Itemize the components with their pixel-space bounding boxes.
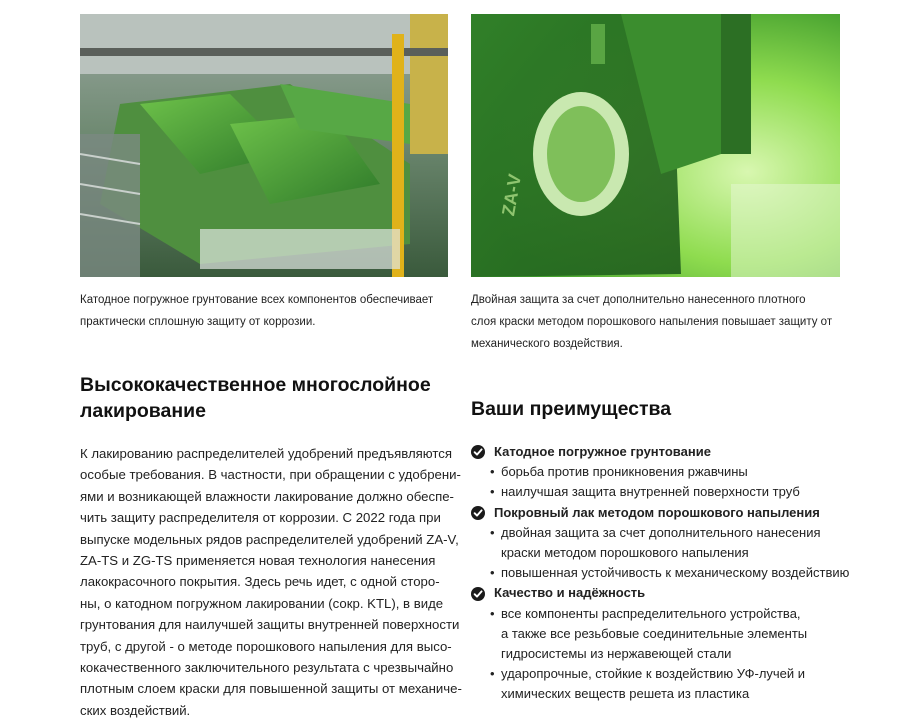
- benefit-item: [471, 482, 871, 502]
- body-line: лакокрасочного покрытия. Здесь речь идет, с одной сторо-: [80, 574, 440, 590]
- benefit-group-quality: [471, 583, 871, 704]
- benefit-item-line: краски методом порошкового напыления: [501, 545, 749, 561]
- bullet-symbol: •: [490, 524, 495, 540]
- body-line: выпуске модельных рядов распределителей удобрений ZA-V,: [80, 531, 459, 547]
- benefit-item-line: борьба против проникновения ржавчины: [501, 464, 748, 480]
- benefit-item-line: гидросистемы из нержавеющей стали: [501, 646, 732, 662]
- bullet-symbol: •: [490, 666, 495, 682]
- section-heading-benefits: Ваши преимущества: [471, 398, 672, 420]
- part-lettering: ZA-V: [498, 172, 526, 218]
- body-line: труб, с другой - о методе порошкового напыления для высо-: [80, 638, 452, 654]
- benefit-title-text: Покровный лак методом порошкового напыления: [494, 504, 820, 520]
- benefit-item-line: двойная защита за счет дополнительного нанесения: [501, 524, 821, 540]
- body-line: плотным слоем краски для повышенной защиты от механиче-: [80, 681, 462, 697]
- body-line: ны, о катодном погружном лакировании (сокр. KTL), в виде: [80, 595, 444, 611]
- body-line: К лакированию распределителей удобрений предъявляются: [80, 446, 453, 461]
- benefit-item-line: все компоненты распределительного устройства,: [501, 605, 801, 621]
- body-line: чить защиту распределителя от коррозии. С 2022 года при: [80, 510, 441, 526]
- benefit-item: [471, 462, 871, 482]
- benefit-item: [471, 523, 871, 563]
- benefit-title-text: Катодное погружное грунтование: [494, 444, 711, 459]
- heading-line: лакирование: [80, 400, 206, 422]
- benefit-item: [471, 563, 871, 583]
- lacquering-body-text: [80, 443, 462, 721]
- bullet-symbol: •: [490, 484, 495, 500]
- benefit-title: [471, 442, 871, 462]
- powder-coating-image: [471, 14, 840, 277]
- caption-line: Двойная защита за счет дополнительно нанесенного плотного: [471, 294, 806, 306]
- bullet-symbol: •: [490, 565, 495, 581]
- benefit-item-line: химических веществ решета из пластика: [501, 686, 750, 702]
- benefit-group-powder: [471, 503, 871, 584]
- benefit-title-text: Качество и надёжность: [494, 585, 646, 601]
- benefits-list: [471, 442, 871, 705]
- caption-line: слоя краски методом порошкового напыления повышает защиту от: [471, 316, 833, 328]
- body-line: ских воздействий.: [80, 702, 191, 718]
- benefit-group-cathodic: [471, 442, 871, 503]
- benefit-item-line: наилучшая защита внутренней поверхности труб: [501, 484, 800, 500]
- body-line: грунтования для наилучшей защиты внутренней поверхности: [80, 617, 460, 633]
- caption-dip-coating: [80, 289, 452, 333]
- benefit-item-line: ударопрочные, стойкие к воздействию УФ-лучей и: [501, 666, 806, 682]
- body-line: особые требования. В частности, при обращении с удобрени-: [80, 467, 461, 483]
- benefit-item-line: а также все резьбовые соединительные элементы: [501, 625, 808, 641]
- caption-line: механического воздействия.: [471, 338, 623, 350]
- dip-coating-image: [80, 14, 448, 277]
- check-circle-icon: [471, 587, 485, 601]
- bullet-symbol: •: [490, 464, 495, 480]
- check-circle-icon: [471, 445, 485, 459]
- body-line: ями и возникающей влажности лакирование должно обеспе-: [80, 488, 454, 504]
- caption-line: практически сплошную защиту от коррозии.: [80, 316, 316, 328]
- body-line: ZA-TS и ZG-TS применяется новая технология нанесения: [80, 553, 436, 569]
- benefit-item: [471, 604, 871, 665]
- photo-powder-coating: [471, 14, 840, 277]
- photo-dip-coating: [80, 14, 448, 277]
- bullet-symbol: •: [490, 605, 495, 621]
- check-circle-icon: [471, 506, 485, 520]
- benefit-title: [471, 503, 871, 523]
- body-line: кокачественного заключительного результата с чрезвычайно: [80, 660, 454, 676]
- heading-line: Высококачественное многослойное: [80, 374, 431, 396]
- section-heading-lacquering: [80, 372, 440, 424]
- benefit-item: [471, 664, 871, 704]
- caption-powder-coating: [471, 289, 843, 355]
- benefit-item-line: повышенная устойчивость к механическому воздействию: [501, 565, 850, 581]
- caption-line: Катодное погружное грунтование всех компонентов обеспечивает: [80, 294, 434, 306]
- benefit-title: [471, 583, 871, 603]
